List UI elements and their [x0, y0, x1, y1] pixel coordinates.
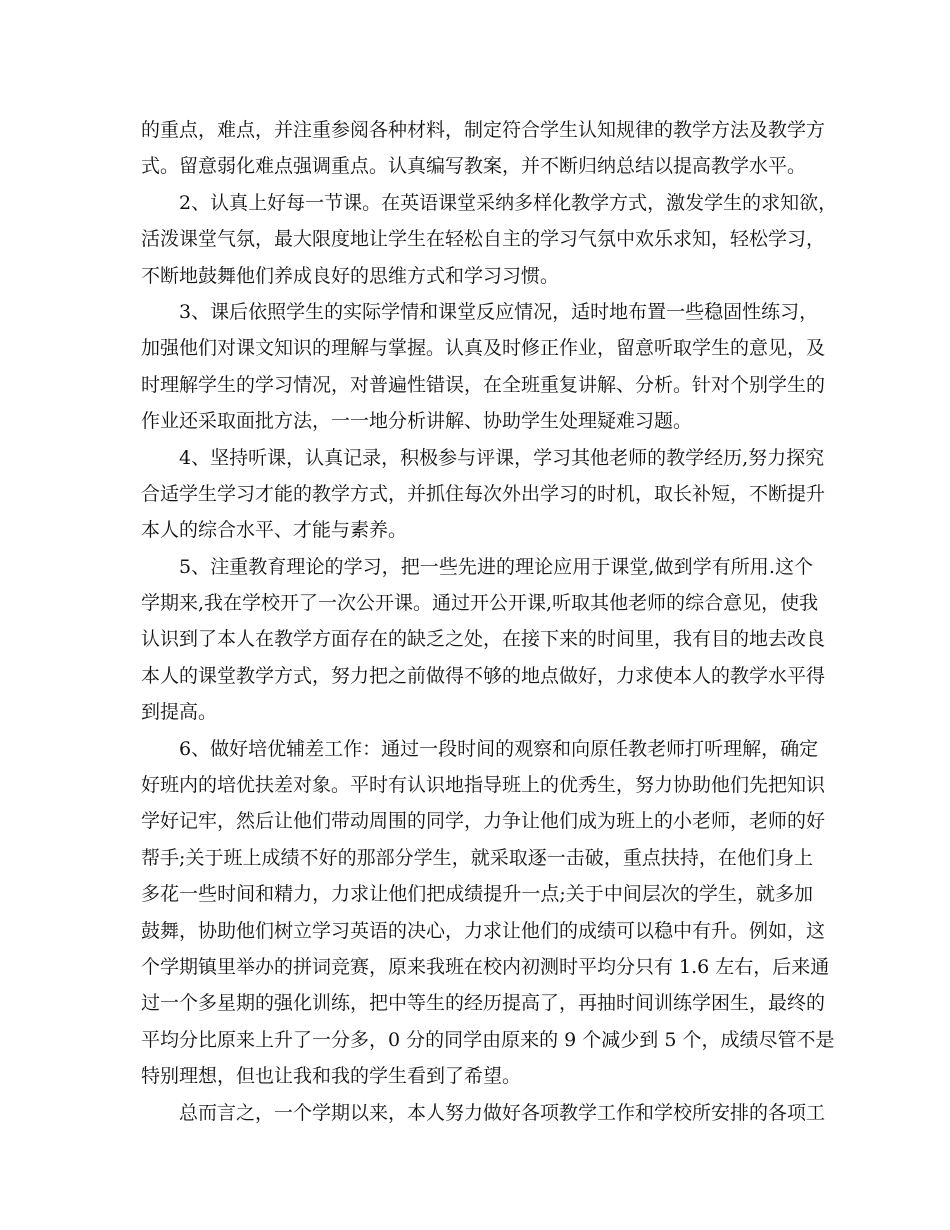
paragraph-line: 加强他们对课文知识的理解与掌握。认真及时修正作业，留意听取学生的意见，及 — [141, 337, 826, 360]
paragraph-line: 多花一些时间和精力，力求让他们把成绩提升一点;关于中间层次的学生，就多加 — [141, 883, 813, 906]
paragraph — [141, 440, 826, 549]
paragraph-line: 不断地鼓舞他们养成良好的思维方式和学习习惯。 — [141, 264, 560, 287]
paragraph-line: 学期来,我在学校开了一次公开课。通过开公开课,听取其他老师的综合意见，使我 — [141, 592, 819, 615]
paragraph-line: 作业还采取面批方法，一一地分析讲解、协助学生处理疑难习题。 — [141, 410, 693, 433]
paragraph-line: 4、坚持听课，认真记录，积极参与评课，学习其他老师的教学经历,努力探究 — [179, 446, 825, 469]
paragraph-line: 式。留意弱化难点强调重点。认真编写教案，并不断归纳总结以提高教学水平。 — [141, 155, 807, 178]
paragraph-line: 5、注重教育理论的学习，把一些先进的理论应用于课堂,做到学有所用.这个 — [179, 555, 813, 578]
paragraph-line: 本人的综合水平、才能与素养。 — [141, 519, 408, 542]
paragraph — [141, 294, 826, 440]
paragraph-line: 帮手;关于班上成绩不好的那部分学生，就采取逐一击破，重点扶持，在他们身上 — [141, 846, 813, 869]
paragraph-line: 2、认真上好每一节课。在英语课堂采纳多样化教学方式，激发学生的求知欲， — [179, 191, 838, 214]
paragraph-line: 时理解学生的学习情况，对普遍性错误，在全班重复讲解、分析。针对个别学生的 — [141, 373, 826, 396]
paragraph-line: 过一个多星期的强化训练，把中等生的经历提高了，再抽时间训练学困生，最终的 — [141, 992, 826, 1015]
paragraph-line: 的重点，难点，并注重参阅各种材料，制定符合学生认知规律的教学方法及教学方 — [141, 119, 826, 141]
document-body — [141, 112, 838, 1131]
paragraph-line: 认识到了本人在教学方面存在的缺乏之处，在接下来的时间里，我有目的地去改良 — [141, 628, 826, 651]
paragraph-line: 本人的课堂教学方式，努力把之前做得不够的地点做好，力求使本人的教学水平得 — [141, 664, 826, 687]
paragraph-line: 总而言之，一个学期以来，本人努力做好各项教学工作和学校所安排的各项工 — [179, 1101, 826, 1124]
paragraph-line: 3、课后依照学生的实际学情和课堂反应情况，适时地布置一些稳固性练习， — [179, 300, 819, 323]
paragraph-line: 平均分比原来上升了一分多，0 分的同学由原来的 9 个减少到 5 个，成绩尽管不是 — [141, 1028, 835, 1051]
paragraph-line: 鼓舞，协助他们树立学习英语的决心，力求让他们的成绩可以稳中有升。例如，这 — [141, 919, 826, 942]
paragraph — [141, 185, 838, 294]
paragraph-line: 学好记牢，然后让他们带动周围的同学，力争让他们成为班上的小老师，老师的好 — [141, 810, 826, 833]
paragraph — [141, 112, 826, 185]
paragraph-line: 合适学生学习才能的教学方式，并抓住每次外出学习的时机，取长补短，不断提升 — [141, 482, 826, 505]
paragraph — [141, 1095, 826, 1131]
paragraph-line: 个学期镇里举办的拼词竞赛，原来我班在校内初测时平均分只有 1.6 左右，后来通 — [141, 955, 830, 978]
paragraph — [141, 549, 826, 731]
paragraph — [141, 731, 835, 1095]
paragraph-line: 6、做好培优辅差工作：通过一段时间的观察和向原任教老师打听理解，确定 — [179, 737, 819, 760]
paragraph-line: 好班内的培优扶差对象。平时有认识地指导班上的优秀生，努力协助他们先把知识 — [141, 774, 826, 797]
paragraph-line: 活泼课堂气氛，最大限度地让学生在轻松自主的学习气氛中欢乐求知，轻松学习， — [141, 228, 826, 251]
paragraph-line: 特别理想，但也让我和我的学生看到了希望。 — [141, 1065, 522, 1088]
paragraph-line: 到提高。 — [141, 701, 218, 724]
